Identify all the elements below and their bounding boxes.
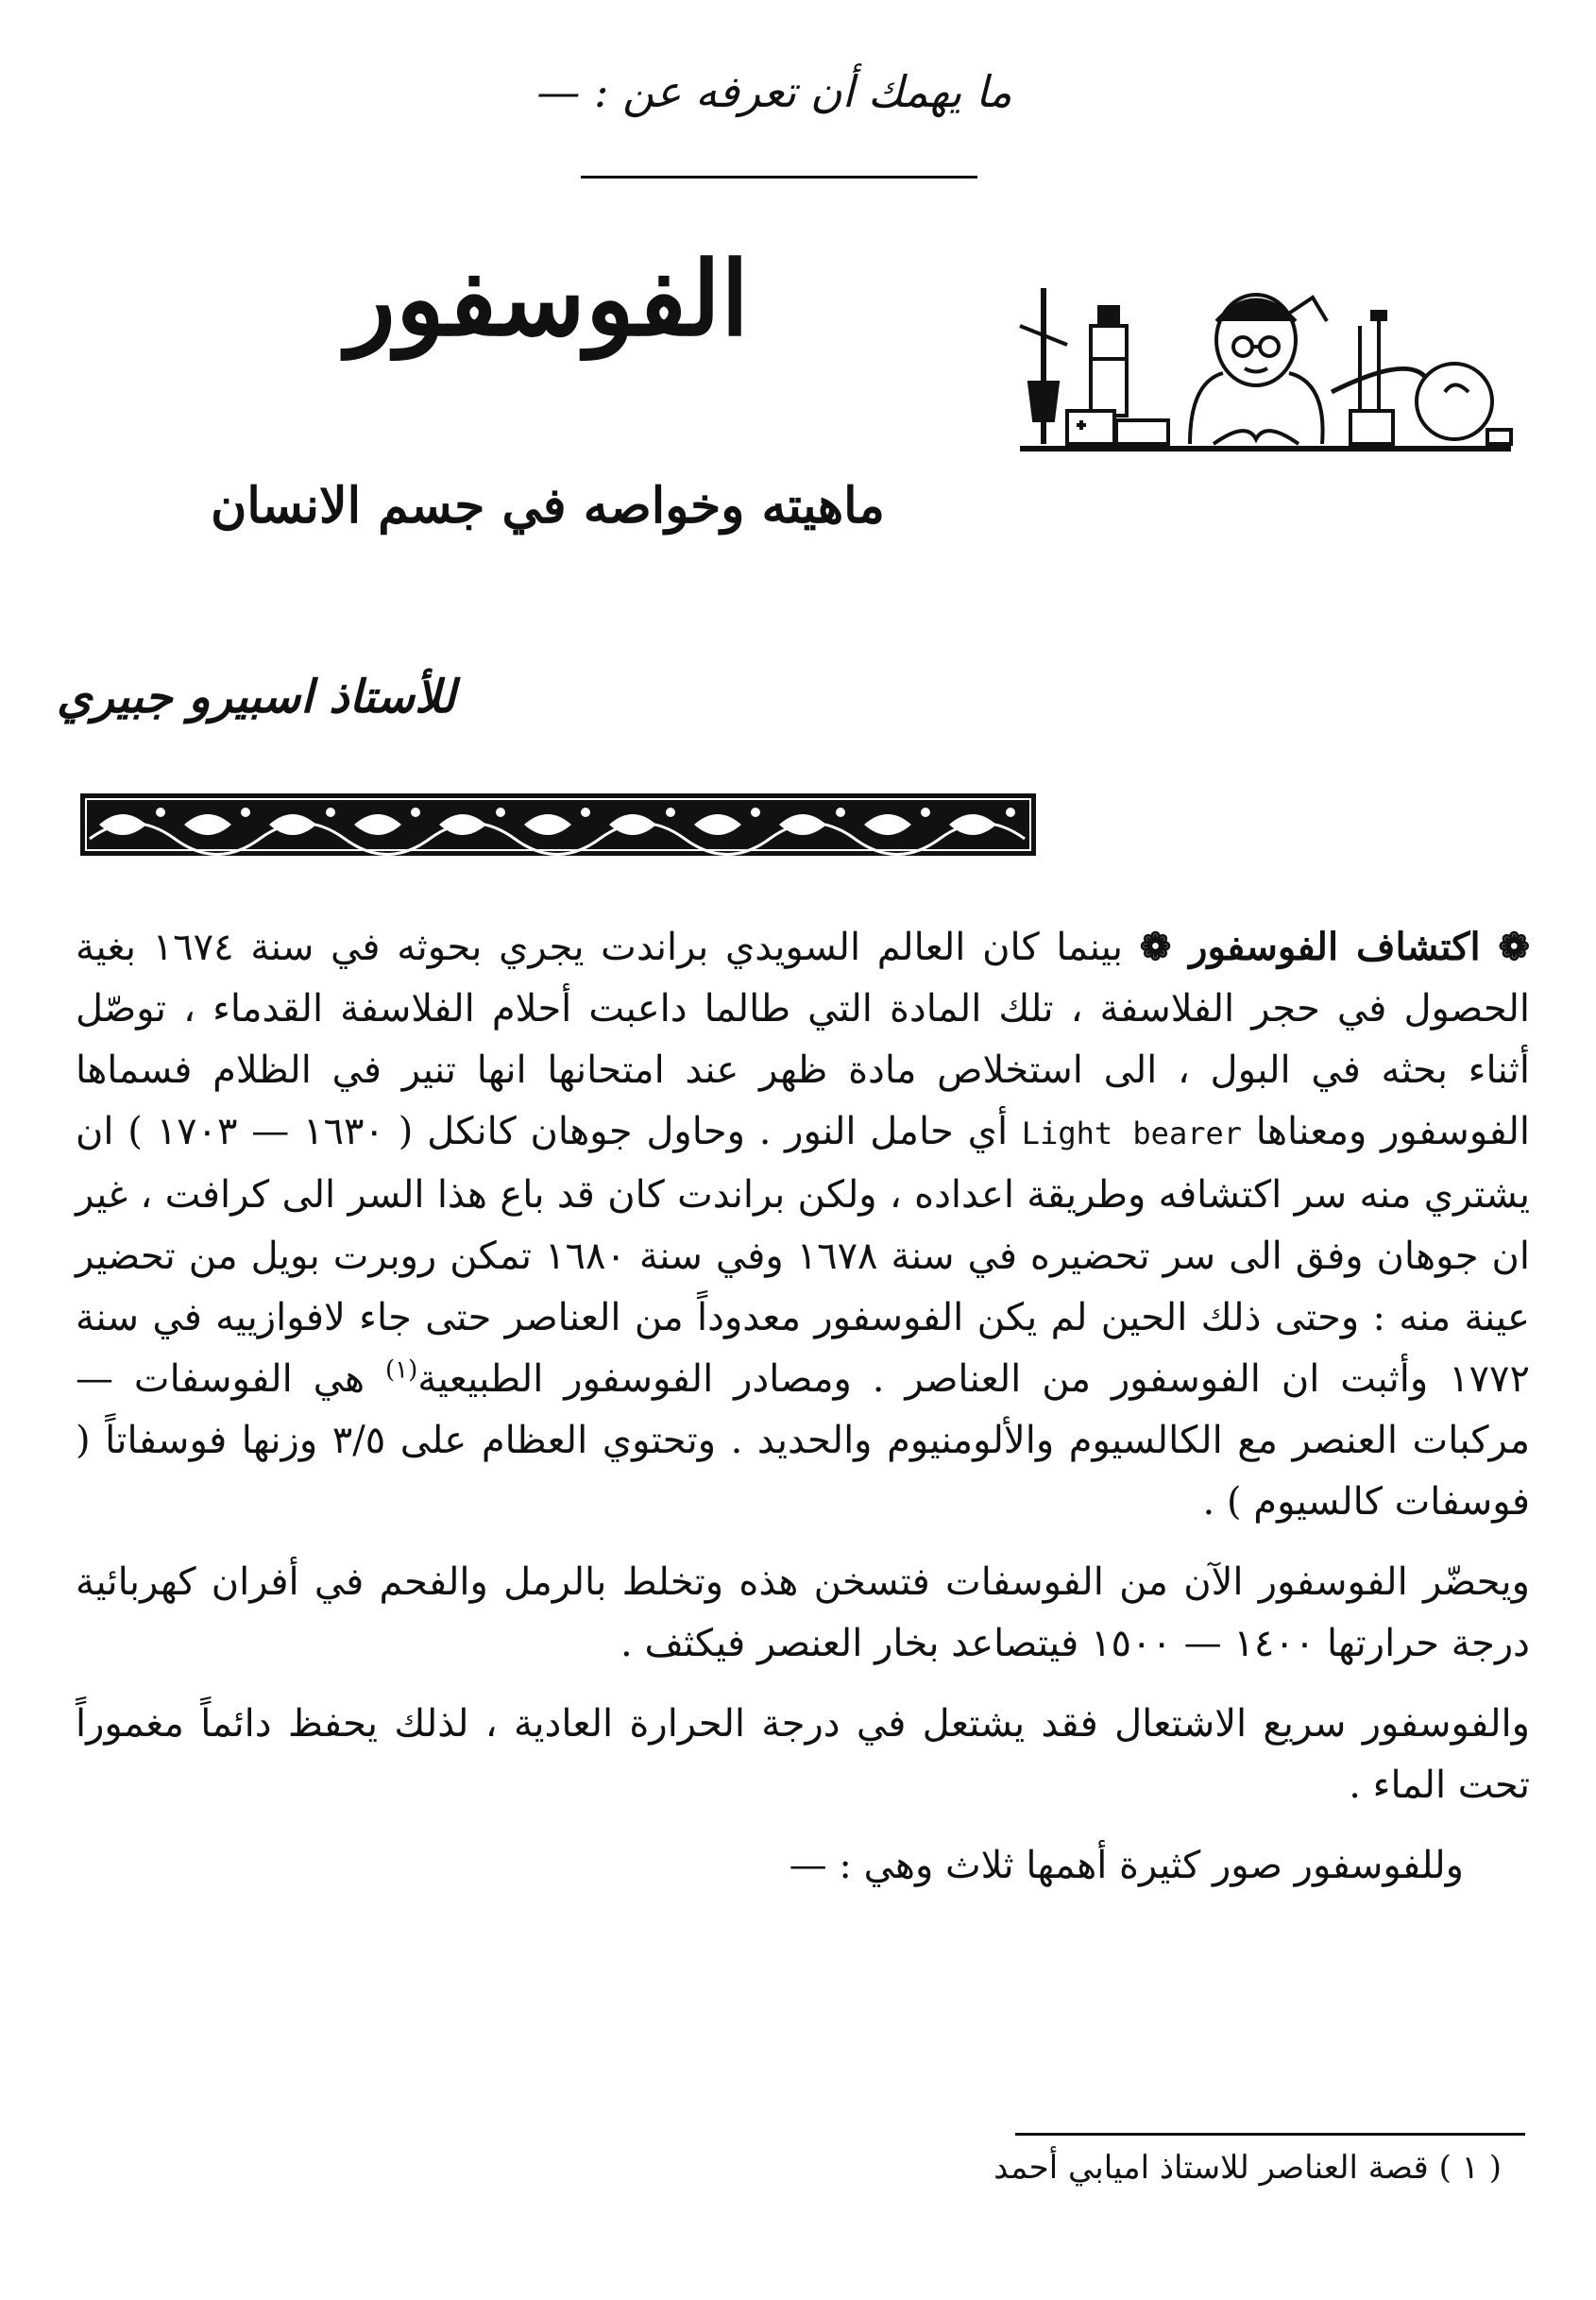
article-subtitle: ماهيته وخواصه في جسم الانسان bbox=[211, 477, 885, 535]
article-body bbox=[76, 916, 1530, 1897]
latin-term: Light bearer bbox=[1021, 1116, 1243, 1151]
leaf-vine-ornament-icon bbox=[80, 793, 1036, 856]
footnote: ( ١ ) قصة العناصر للاستاذ اميابي أحمد bbox=[993, 2149, 1502, 2187]
footnote-reference: (١) bbox=[384, 1355, 418, 1385]
paragraph-discovery bbox=[76, 916, 1530, 1533]
paragraph-text: بينما كان العالم السويدي براندت يجري بحوثه في سنة ١٦٧٤ بغية الحصول في حجر الفلاسفة ، تلك المادة التي طالما داعبت أحلام الفلاسفة القدماء ، توصّل أثناء بحثه في البول ، الى استخلاص مادة ظهر عند امتحانها انها تنير في الظلام فسماها الفوسفور ومعناها bbox=[76, 926, 1531, 1153]
section-lead: ❁ اكتشاف الفوسفور ❁ bbox=[1139, 925, 1530, 969]
paragraph-text: هي الفوسفات — مركبات العنصر مع الكالسيوم والألومنيوم والحديد . وتحتوي العظام على ٣/٥ وزنها فوسفاتاً ( فوسفات كالسيوم ) . bbox=[76, 1357, 1530, 1524]
scientist-illustration-icon bbox=[1010, 269, 1520, 458]
paragraph-text: أي حامل النور . وحاول جوهان كانكل ( ١٦٣٠ — ١٧٠٣ ) ان يشتري منه سر اكتشافه وطريقة اعداده ، ولكن براندت كان قد باع هذا السر الى كرافت ، غير ان جوهان وفق الى سر تحضيره في سنة ١٦٧٨ وفي سنة ١٦٨٠ تمكن روبرت بويل من تحضير عينة منه : وحتى ذلك الحين لم يكن الفوسفور معدوداً من العناصر حتى جاء لافوازييه في سنة ١٧٧٢ وأثبت ان الفوسفور من العناصر . ومصادر الفوسفور الطبيعية bbox=[76, 1110, 1531, 1401]
series-heading: ما يهمك أن تعرفه عن : — bbox=[536, 66, 1012, 117]
article-title: الفوسفور bbox=[346, 240, 750, 359]
article-author: للأستاذ اسبيرو جبيري bbox=[57, 671, 456, 724]
header-divider bbox=[581, 176, 977, 179]
paragraph-preparation: ويحضّر الفوسفور الآن من الفوسفات فتسخن هذه وتخلط بالرمل والفحم في أفران كهربائية درجة حرارتها ١٤٠٠ — ١٥٠٠ فيتصاعد بخار العنصر فيكثف . bbox=[76, 1560, 1530, 1665]
footnote-divider bbox=[1015, 2133, 1525, 2136]
paragraph-flammability: والفوسفور سريع الاشتعال فقد يشتعل في درجة الحرارة العادية ، لذلك يحفظ دائماً مغموراً تحت الماء . bbox=[76, 1702, 1530, 1807]
paragraph-forms: وللفوسفور صور كثيرة أهمها ثلاث وهي : — bbox=[789, 1844, 1464, 1887]
